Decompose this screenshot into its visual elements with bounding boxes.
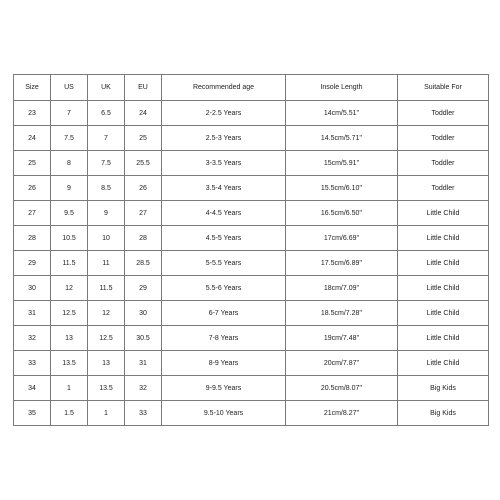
cell-recommended-age: 9-9.5 Years xyxy=(162,376,286,401)
cell-insole-length: 14cm/5.51'' xyxy=(286,101,398,126)
cell-uk: 12 xyxy=(88,301,125,326)
cell-eu: 27 xyxy=(125,201,162,226)
cell-suitable-for: Toddler xyxy=(398,126,489,151)
column-header-suitable-for: Suitable For xyxy=(398,75,489,101)
cell-us: 13.5 xyxy=(51,351,88,376)
cell-us: 7 xyxy=(51,101,88,126)
table-row xyxy=(14,276,489,301)
column-header-eu: EU xyxy=(125,75,162,101)
cell-eu: 30 xyxy=(125,301,162,326)
cell-us: 13 xyxy=(51,326,88,351)
cell-eu: 24 xyxy=(125,101,162,126)
table-row xyxy=(14,351,489,376)
cell-recommended-age: 4.5-5 Years xyxy=(162,226,286,251)
cell-recommended-age: 2-2.5 Years xyxy=(162,101,286,126)
cell-size: 32 xyxy=(14,326,51,351)
cell-recommended-age: 3.5-4 Years xyxy=(162,176,286,201)
column-header-insole-length: Insole Length xyxy=(286,75,398,101)
cell-insole-length: 21cm/8.27'' xyxy=(286,401,398,426)
cell-uk: 11.5 xyxy=(88,276,125,301)
cell-uk: 8.5 xyxy=(88,176,125,201)
cell-recommended-age: 2.5-3 Years xyxy=(162,126,286,151)
cell-size: 26 xyxy=(14,176,51,201)
cell-size: 23 xyxy=(14,101,51,126)
cell-insole-length: 15cm/5.91'' xyxy=(286,151,398,176)
cell-suitable-for: Little Child xyxy=(398,226,489,251)
cell-suitable-for: Little Child xyxy=(398,351,489,376)
cell-uk: 11 xyxy=(88,251,125,276)
cell-recommended-age: 8-9 Years xyxy=(162,351,286,376)
cell-us: 12.5 xyxy=(51,301,88,326)
cell-suitable-for: Little Child xyxy=(398,326,489,351)
cell-eu: 25.5 xyxy=(125,151,162,176)
cell-insole-length: 17.5cm/6.89'' xyxy=(286,251,398,276)
cell-uk: 7.5 xyxy=(88,151,125,176)
cell-size: 27 xyxy=(14,201,51,226)
cell-suitable-for: Toddler xyxy=(398,101,489,126)
cell-suitable-for: Big Kids xyxy=(398,401,489,426)
table-row xyxy=(14,326,489,351)
cell-us: 1 xyxy=(51,376,88,401)
cell-insole-length: 14.5cm/5.71'' xyxy=(286,126,398,151)
table-row xyxy=(14,251,489,276)
cell-us: 1.5 xyxy=(51,401,88,426)
cell-suitable-for: Little Child xyxy=(398,276,489,301)
cell-eu: 29 xyxy=(125,276,162,301)
table-row xyxy=(14,176,489,201)
cell-eu: 32 xyxy=(125,376,162,401)
cell-size: 33 xyxy=(14,351,51,376)
table-row xyxy=(14,101,489,126)
cell-uk: 13.5 xyxy=(88,376,125,401)
cell-insole-length: 20cm/7.87'' xyxy=(286,351,398,376)
cell-suitable-for: Little Child xyxy=(398,201,489,226)
cell-us: 8 xyxy=(51,151,88,176)
cell-uk: 10 xyxy=(88,226,125,251)
cell-size: 28 xyxy=(14,226,51,251)
cell-us: 11.5 xyxy=(51,251,88,276)
cell-recommended-age: 5-5.5 Years xyxy=(162,251,286,276)
cell-us: 9 xyxy=(51,176,88,201)
table-row xyxy=(14,201,489,226)
cell-recommended-age: 9.5-10 Years xyxy=(162,401,286,426)
cell-eu: 31 xyxy=(125,351,162,376)
cell-size: 30 xyxy=(14,276,51,301)
cell-us: 10.5 xyxy=(51,226,88,251)
cell-uk: 1 xyxy=(88,401,125,426)
cell-size: 34 xyxy=(14,376,51,401)
cell-recommended-age: 5.5-6 Years xyxy=(162,276,286,301)
cell-size: 25 xyxy=(14,151,51,176)
cell-uk: 6.5 xyxy=(88,101,125,126)
cell-suitable-for: Little Child xyxy=(398,251,489,276)
cell-uk: 7 xyxy=(88,126,125,151)
cell-insole-length: 16.5cm/6.50'' xyxy=(286,201,398,226)
table-row xyxy=(14,301,489,326)
column-header-uk: UK xyxy=(88,75,125,101)
column-header-size: Size xyxy=(14,75,51,101)
cell-recommended-age: 4-4.5 Years xyxy=(162,201,286,226)
table-row xyxy=(14,401,489,426)
cell-insole-length: 18.5cm/7.28'' xyxy=(286,301,398,326)
cell-eu: 28.5 xyxy=(125,251,162,276)
cell-insole-length: 15.5cm/6.10'' xyxy=(286,176,398,201)
cell-eu: 25 xyxy=(125,126,162,151)
cell-uk: 12.5 xyxy=(88,326,125,351)
cell-us: 12 xyxy=(51,276,88,301)
cell-recommended-age: 7-8 Years xyxy=(162,326,286,351)
cell-insole-length: 17cm/6.69'' xyxy=(286,226,398,251)
cell-eu: 28 xyxy=(125,226,162,251)
cell-us: 7.5 xyxy=(51,126,88,151)
cell-uk: 9 xyxy=(88,201,125,226)
cell-insole-length: 18cm/7.09'' xyxy=(286,276,398,301)
cell-recommended-age: 6-7 Years xyxy=(162,301,286,326)
cell-suitable-for: Toddler xyxy=(398,151,489,176)
table-row xyxy=(14,126,489,151)
cell-eu: 33 xyxy=(125,401,162,426)
cell-eu: 26 xyxy=(125,176,162,201)
cell-insole-length: 19cm/7.48'' xyxy=(286,326,398,351)
table-row xyxy=(14,226,489,251)
cell-size: 31 xyxy=(14,301,51,326)
cell-eu: 30.5 xyxy=(125,326,162,351)
table-body xyxy=(14,101,489,426)
column-header-us: US xyxy=(51,75,88,101)
cell-us: 9.5 xyxy=(51,201,88,226)
cell-suitable-for: Big Kids xyxy=(398,376,489,401)
cell-size: 29 xyxy=(14,251,51,276)
cell-recommended-age: 3-3.5 Years xyxy=(162,151,286,176)
cell-size: 35 xyxy=(14,401,51,426)
cell-insole-length: 20.5cm/8.07'' xyxy=(286,376,398,401)
table-row xyxy=(14,151,489,176)
table-row xyxy=(14,376,489,401)
cell-size: 24 xyxy=(14,126,51,151)
cell-uk: 13 xyxy=(88,351,125,376)
size-chart-table xyxy=(13,74,489,426)
header-row xyxy=(14,75,489,101)
cell-suitable-for: Toddler xyxy=(398,176,489,201)
column-header-recommended-age: Recommended age xyxy=(162,75,286,101)
cell-suitable-for: Little Child xyxy=(398,301,489,326)
